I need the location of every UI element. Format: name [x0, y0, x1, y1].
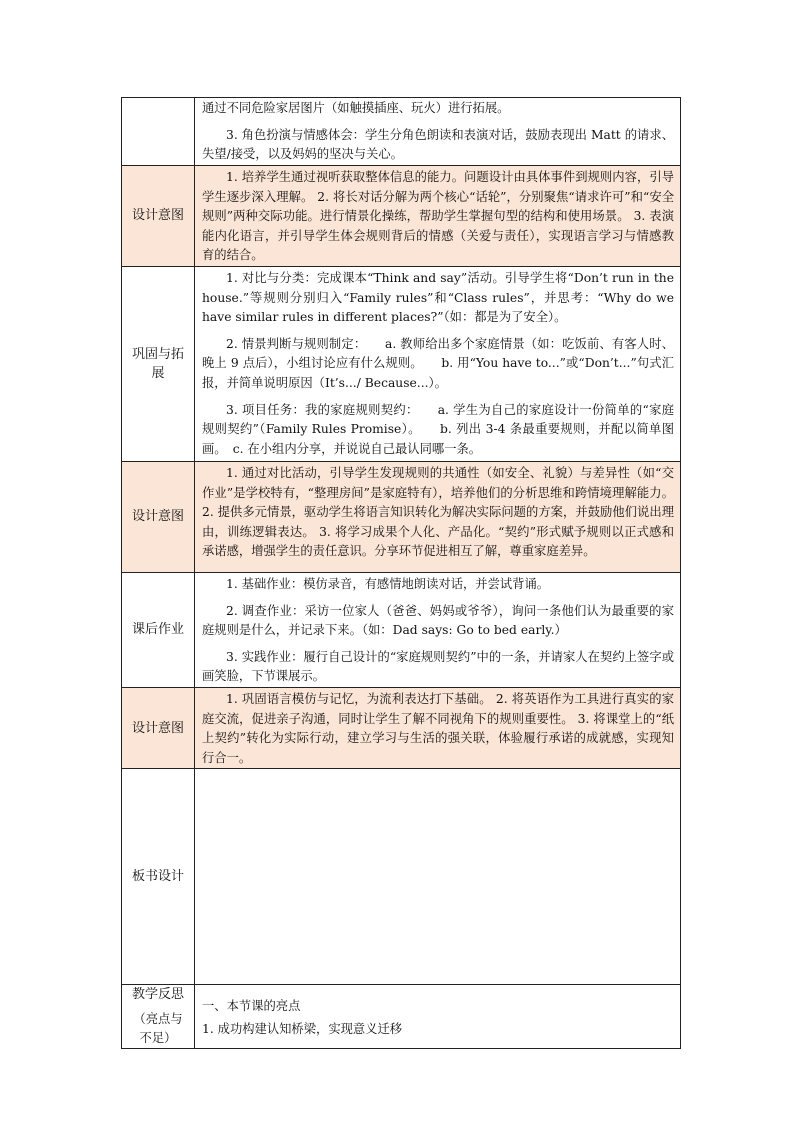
board-design-content — [195, 769, 681, 985]
design-intent-content — [195, 166, 681, 267]
consolidation-p3: 3. 项目任务：我的家庭规则契约： a. 学生为自己的家庭设计一份简单的“家庭规则契约”（Family Rules Promise）。 b. 列出 3-4 条最重要规则，并配以简单图画。 c. 在小组内分享，并说说自己最认同哪一条。 — [202, 402, 674, 456]
board-design-row — [122, 769, 681, 985]
activity-p1: 通过不同危险家居图片（如触摸插座、玩火）进行拓展。 — [202, 101, 510, 115]
design-intent-content — [195, 461, 681, 572]
design-intent-row-1 — [122, 166, 681, 267]
row-label-homework: 课后作业 — [122, 572, 195, 687]
design-intent-p1: 1. 培养学生通过视听获取整体信息的能力。问题设计由具体事件到规则内容，引导学生逐步深入理解。 2. 将长对话分解为两个核心“话轮”，分别聚焦“请求许可”和“安全规则”两种交际功能。进行情景化操练，帮助学生掌握句型的结构和使用场景。 3. 表演能内化语言，并引导学生体会规则背后的情感（关爱与责任），实现语言学习与情感教育的结合。 — [202, 170, 674, 263]
design-intent-p1: 1. 巩固语言模仿与记忆，为流利表达打下基础。 2. 将英语作为工具进行真实的家庭交流，促进亲子沟通，同时让学生了解不同视角下的规则重要性。 3. 将课堂上的“纸上契约”转化为实际行动，建立学习与生活的强关联，体验履行承诺的成就感，实现知行合一。 — [202, 691, 674, 765]
homework-p1: 1. 基础作业：模仿录音，有感情地朗读对话，并尝试背诵。 — [226, 576, 550, 591]
activity-content — [195, 98, 681, 166]
consolidation-content — [195, 266, 681, 461]
row-label-board-design: 板书设计 — [122, 769, 195, 985]
reflection-row — [122, 985, 681, 1049]
activity-p2: 3. 角色扮演与情感体会：学生分角色朗读和表演对话，鼓励表现出 Matt 的请求、失望/接受，以及妈妈的坚决与关心。 — [202, 127, 674, 162]
row-label-design-intent: 设计意图 — [122, 166, 195, 267]
reflection-content — [195, 985, 681, 1049]
consolidation-row — [122, 266, 681, 461]
row-label-empty — [122, 98, 195, 166]
reflection-point-1: 1. 成功构建认知桥梁，实现意义迁移 — [202, 1021, 403, 1036]
lesson-plan-table — [121, 97, 681, 1049]
design-intent-content — [195, 687, 681, 768]
consolidation-p2: 2. 情景判断与规则制定： a. 教师给出多个家庭情景（如：吃饭前、有客人时、晚上 9 点后），小组讨论应有什么规则。 b. 用“You have to...”或“Don’t...”句式汇报，并简单说明原因（It’s.../ Because...）。 — [202, 336, 674, 390]
row-label-design-intent: 设计意图 — [122, 461, 195, 572]
homework-row — [122, 572, 681, 687]
design-intent-row-3 — [122, 687, 681, 768]
homework-p3: 3. 实践作业：履行自己设计的“家庭规则契约”中的一条，并请家人在契约上签字或画笑脸，下节课展示。 — [202, 649, 674, 684]
design-intent-p1: 1. 通过对比活动，引导学生发现规则的共通性（如安全、礼貌）与差异性（如“交作业”是学校特有，“整理房间”是家庭特有），培养他们的分析思维和跨情境理解能力。 2. 提供多元情景，驱动学生将语言知识转化为解决实际问题的方案，并鼓励他们说出理由，训练逻辑表达。 3. 将学习成果个人化、产品化。“契约”形式赋予规则以正式感和承诺感，增强学生的责任意识。分享环节促进相互了解，尊重家庭差异。 — [202, 465, 674, 559]
reflection-heading: 一、本节课的亮点 — [202, 998, 301, 1013]
homework-content — [195, 572, 681, 687]
reflection-label-note: （亮点与不足） — [133, 1012, 183, 1046]
row-label-design-intent: 设计意图 — [122, 687, 195, 768]
activity-continuation-row — [122, 98, 681, 166]
row-label-reflection — [122, 985, 195, 1049]
reflection-label-main: 教学反思 — [131, 987, 184, 1003]
design-intent-row-2 — [122, 461, 681, 572]
consolidation-p1: 1. 对比与分类：完成课本“Think and say”活动。引导学生将“Don’t run in the house.”等规则分别归入“Family rules”和“Class rules”，并思考：“Why do we have similar rules in different places?”（如：都是为了安全）。 — [202, 270, 674, 325]
homework-p2: 2. 调查作业：采访一位家人（爸爸、妈妈或爷爷），询问一条他们认为最重要的家庭规则是什么，并记录下来。（如：Dad says: Go to bed early.） — [202, 603, 674, 638]
row-label-consolidation: 巩固与拓展 — [122, 266, 195, 461]
